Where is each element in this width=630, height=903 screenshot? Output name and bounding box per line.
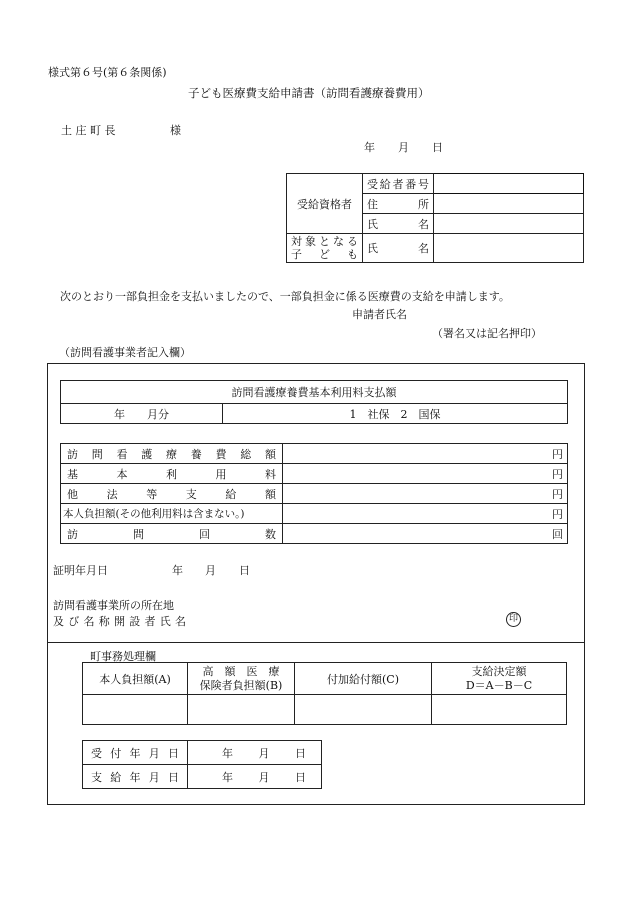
table-row	[61, 464, 568, 484]
table-row	[61, 524, 568, 544]
col-self-pay-header: 本人負担額(A)	[83, 663, 188, 695]
payment-date-field[interactable]	[188, 765, 322, 789]
table-row	[61, 484, 568, 504]
table-row	[61, 504, 568, 524]
provider-line2: 及び名称開設者氏名	[53, 615, 186, 628]
insurance-type-options[interactable]: 1 社保 2 国保	[223, 404, 568, 424]
child-label-line2: 子 ど も	[291, 248, 358, 261]
total-cost-field[interactable]: 円	[283, 444, 568, 464]
recipient-address-field[interactable]	[434, 194, 584, 214]
certification-year: 年	[172, 564, 183, 577]
amounts-table	[60, 443, 568, 544]
recipient-number-field[interactable]	[434, 174, 584, 194]
other-law-payment-label: 他法等支給額	[61, 484, 283, 504]
col-additional-header: 付加給付額(C)	[295, 663, 432, 695]
recipient-address-label: 住 所	[363, 194, 434, 214]
office-calc-table	[82, 662, 567, 725]
col-high-cost-line1: 高 額 医 療	[202, 664, 280, 678]
date-year-label: 年	[364, 141, 375, 154]
applicant-name-label: 申請者氏名	[352, 308, 407, 321]
provider-line1: 訪問看護事業所の所在地	[53, 599, 174, 612]
basic-fee-period[interactable]: 年 月分	[61, 404, 223, 424]
recipient-table	[286, 173, 584, 263]
payment-date-label: 支給年月日	[83, 765, 188, 789]
basic-fee-label: 基本利用料	[61, 464, 283, 484]
decision-amount-field[interactable]	[432, 695, 567, 725]
provider-section-label: （訪問看護事業者記入欄）	[59, 346, 191, 359]
date-day-label: 日	[432, 141, 443, 154]
col-high-cost-line2: 保険者負担額(B)	[199, 678, 283, 692]
received-month: 月	[258, 746, 270, 760]
visit-count-label: 訪問回数	[61, 524, 283, 544]
col-decision-header	[432, 663, 567, 695]
basic-fee-field[interactable]: 円	[283, 464, 568, 484]
certification-date-label: 証明年月日	[53, 564, 108, 577]
section-divider	[47, 642, 584, 643]
other-law-payment-field[interactable]: 円	[283, 484, 568, 504]
visit-count-field[interactable]: 回	[283, 524, 568, 544]
recipient-number-label: 受給者番号	[363, 174, 434, 194]
form-number: 様式第６号(第６条関係)	[48, 66, 167, 79]
certification-day: 日	[239, 564, 250, 577]
payment-year: 年	[222, 770, 233, 784]
child-label	[287, 234, 363, 263]
recipient-name-field[interactable]	[434, 214, 584, 234]
form-title: 子ども医療費支給申請書（訪問看護療養費用）	[188, 86, 430, 100]
high-cost-amount-field[interactable]	[188, 695, 295, 725]
self-pay-label: 本人負担額(その他利用料は含まない。)	[61, 504, 283, 524]
office-section-label: 町事務処理欄	[90, 650, 156, 663]
received-year: 年	[222, 746, 233, 760]
recipient-group-label: 受給資格者	[287, 174, 363, 234]
child-name-field[interactable]	[434, 234, 584, 263]
col-high-cost-header	[188, 663, 295, 695]
received-day: 日	[295, 746, 306, 760]
received-date-field[interactable]	[188, 741, 322, 765]
certification-month: 月	[205, 564, 216, 577]
child-name-label: 氏 名	[363, 234, 434, 263]
table-row	[61, 444, 568, 464]
application-statement: 次のとおり一部負担金を支払いましたので、一部負担金に係る医療費の支給を申請します。	[60, 290, 510, 303]
basic-fee-heading: 訪問看護療養費基本利用料支払額	[61, 381, 568, 404]
total-cost-label: 訪問看護療養費総額	[61, 444, 283, 464]
received-date-label: 受付年月日	[83, 741, 188, 765]
payment-day: 日	[295, 770, 306, 784]
recipient-name-label: 氏 名	[363, 214, 434, 234]
office-dates-table	[82, 740, 322, 789]
self-pay-field[interactable]: 円	[283, 504, 568, 524]
addressee: 土 庄 町 長	[61, 124, 116, 137]
date-month-label: 月	[398, 141, 409, 154]
self-pay-amount-field[interactable]	[83, 695, 188, 725]
seal-mark: 印	[506, 612, 521, 627]
child-label-line1: 対象となる	[291, 235, 358, 248]
addressee-honorific: 様	[170, 124, 181, 137]
payment-month: 月	[258, 770, 270, 784]
basic-fee-table	[60, 380, 568, 424]
signature-note: （署名又は記名押印）	[432, 327, 542, 340]
col-decision-line1: 支給決定額	[471, 664, 527, 678]
provider-section-frame	[47, 363, 585, 805]
additional-amount-field[interactable]	[295, 695, 432, 725]
col-decision-line2: D＝A－B－C	[465, 678, 533, 692]
